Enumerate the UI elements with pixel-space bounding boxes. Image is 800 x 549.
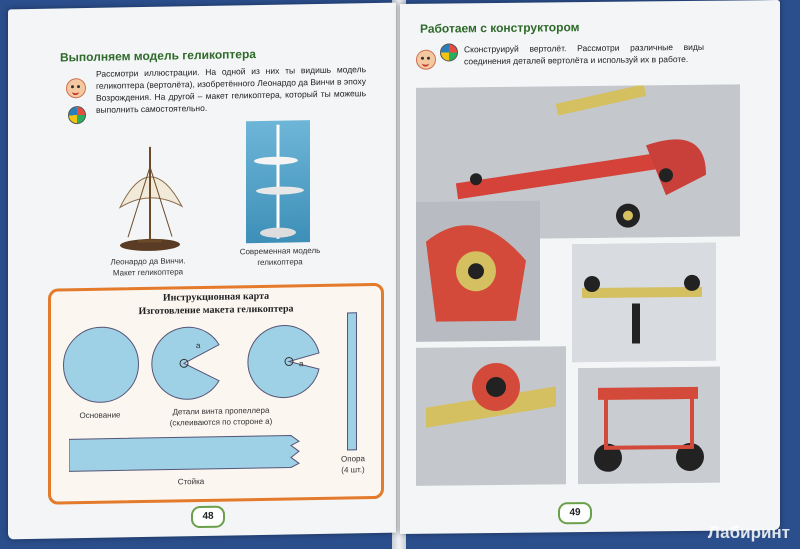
label-a-2: а	[299, 359, 304, 369]
joint-photo-1	[416, 201, 540, 342]
joint-photo-4	[578, 367, 720, 484]
label-support-1: Опора	[341, 454, 365, 464]
caption-modern-2: геликоптера	[257, 257, 303, 268]
caption-davinci-2: Макет геликоптера	[112, 267, 184, 278]
base-circle	[63, 326, 139, 403]
davinci-helicopter-image	[100, 136, 200, 256]
task-text: Сконструируй вертолёт. Рассмотри различные виды соединения деталей вертолёта и используй их в работе.	[464, 41, 704, 67]
color-wheel-icon	[440, 43, 458, 61]
card-title-1: Инструкционная карта	[162, 290, 270, 304]
page-number-left: 48	[191, 506, 225, 529]
joint-photo-2	[572, 243, 716, 363]
label-a-1: а	[196, 341, 201, 351]
left-heading: Выполняем модель геликоптера	[60, 47, 256, 65]
post-strip	[69, 433, 309, 473]
caption-davinci-1: Леонардо да Винчи.	[110, 256, 186, 267]
label-post: Стойка	[177, 476, 205, 487]
face-icon	[416, 50, 436, 70]
label-parts-1: Детали винта пропеллера	[172, 405, 270, 417]
modern-helicopter-image	[246, 120, 310, 243]
label-base: Основание	[79, 410, 121, 421]
caption-modern-1: Современная модель	[239, 245, 321, 257]
watermark-logo: Лабиринт	[707, 523, 790, 542]
label-support-2: (4 шт.)	[341, 465, 365, 475]
label-parts-2: (склеиваются по стороне а)	[169, 416, 273, 428]
support-strip	[347, 312, 357, 450]
page-number-right: 49	[558, 502, 592, 524]
joint-photo-3	[416, 346, 566, 486]
right-heading: Работаем с конструктором	[420, 20, 580, 36]
face-icon	[66, 78, 86, 98]
card-title-2: Изготовление макета геликоптера	[138, 303, 294, 318]
intro-text: Рассмотри иллюстрации. На одной из них ты видишь модель геликоптера (вертолёта), изобретённого Леонардо да Винчи в эпоху Возрождения. На другой – макет геликоптера, который ты можешь выполнить самостоятельно.	[96, 64, 366, 115]
color-wheel-icon	[68, 106, 86, 124]
right-page	[400, 0, 780, 534]
left-page	[8, 3, 396, 540]
instruction-card	[48, 283, 384, 505]
